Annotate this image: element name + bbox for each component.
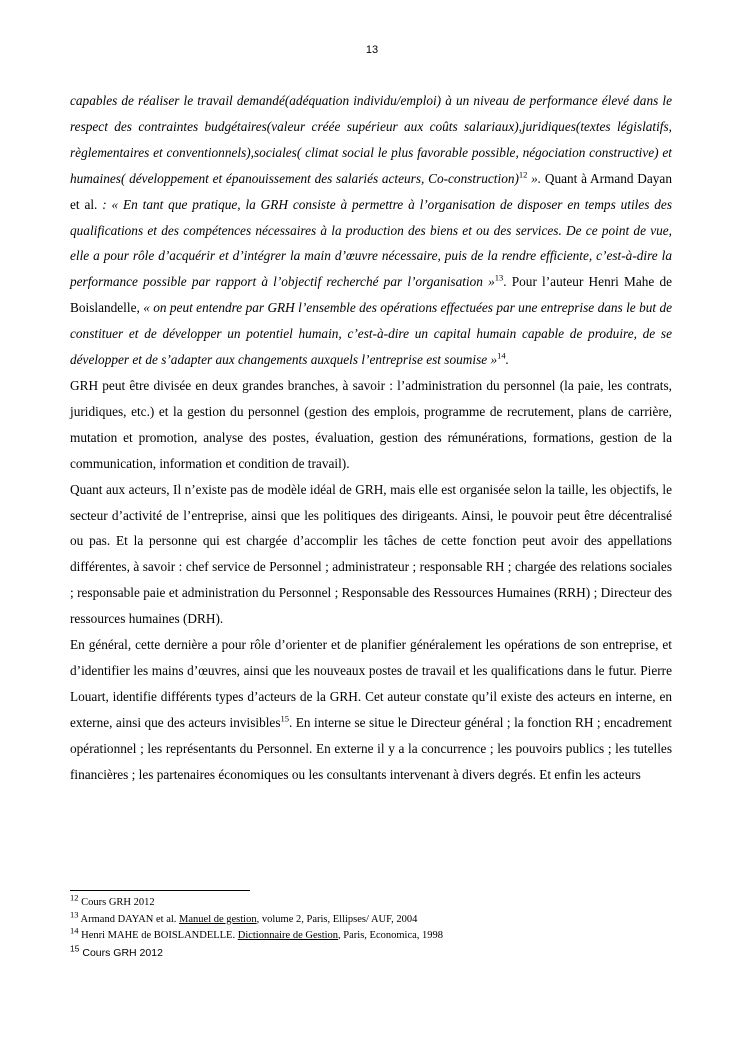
- text-run: Quant à Armand Dayan et al: [70, 170, 672, 212]
- text-run: En général, cette dernière a pour rôle d’orienter et de planifier généralement les opérations de son entreprise, et d’identifier les mains d’œuvres, ainsi que les nouveaux postes de travail et les qualifications dans le futur. Pierre Louart, identifie différents types d’acteurs de la GRH. Cet auteur constate qu’il existe des acteurs en interne, en externe, ainsi que des acteurs invisibles: [70, 637, 672, 730]
- quote-text: : « En tant que pratique, la GRH consiste à permettre à l’organisation de disposer en temps utiles des qualifications et des compétences nécessaires à la production des biens et ou des services. De ce point de vue, elle a pour rôle d’acquérir et d’intégrer la main d’œuvre nécessaire, puis de la rendre efficiente, c’est-à-dire la performance possible par rapport à l’objectif recherché par l’organisation »: [70, 196, 672, 290]
- footnote-number: 14: [70, 925, 79, 936]
- footnote-divider: [70, 890, 250, 891]
- paragraph-1: [70, 88, 672, 373]
- footnote-text: Henri MAHE de BOISLANDELLE.: [78, 930, 238, 941]
- footnote-13: [70, 909, 672, 929]
- footnote-text: Cours GRH 2012: [79, 946, 163, 959]
- footnote-ref-15: 15: [280, 713, 289, 724]
- footnote-text: Cours GRH 2012: [78, 897, 155, 908]
- footnote-number: 12: [70, 892, 79, 903]
- footnote-book-title: Dictionnaire de Gestion: [237, 930, 339, 941]
- footnotes: [70, 892, 672, 961]
- footnote-text: , volume 2, Paris, Ellipses/ AUF, 2004: [256, 913, 418, 925]
- quote-text: .: [505, 352, 509, 368]
- text-run: .: [94, 196, 103, 212]
- footnote-book-title: Manuel de gestion: [179, 913, 257, 925]
- footnote-12: [70, 892, 672, 912]
- text-run: . En interne se situe le Directeur général ; la fonction RH ; encadrement opérationnel ; les représentants du Personnel. En externe il y a la concurrence ; les pouvoirs publics ; les tutelles financières ; les partenaires économiques ou les consultants intervenant à divers degrés. Et enfin les acteurs: [70, 714, 673, 782]
- text-run: . Pour l’auteur Henri Mahe de Boislandelle,: [70, 274, 673, 316]
- quote-text: ».: [527, 170, 542, 186]
- page-number: 13: [365, 44, 379, 56]
- quote-text: « on peut entendre par GRH l’ensemble des opérations effectuées par une entreprise dans le but de constituer et de développer un potentiel humain, c’est-à-dire un capital humain capable de produire, de se développer et de s’adapter aux changements auxquels l’entreprise est soumise »: [70, 300, 672, 368]
- footnote-ref-14: 14: [497, 350, 506, 361]
- footnote-ref-12: 12: [518, 169, 528, 180]
- footnote-number: 13: [70, 909, 79, 919]
- paragraph-3: Quant aux acteurs, Il n’existe pas de modèle idéal de GRH, mais elle est organisée selon la taille, les objectifs, le secteur d’activité de l’entreprise, ainsi que les politiques des dirigeants. Ainsi, le pouvoir peut être décentralisé ou pas. Et la personne qui est chargée d’accomplir les tâches de cette fonction peut avoir des appellations différentes, à savoir : chef service de Personnel ; administrateur ; responsable RH ; chargée des relations sociales ; responsable paie et administration du Personnel ; Responsable des Ressources Humaines (RRH) ; Directeur des ressources humaines (DRH).: [70, 481, 672, 627]
- footnote-14: [70, 925, 672, 945]
- footnote-text: Armand DAYAN et al.: [78, 913, 180, 925]
- paragraph-2: GRH peut être divisée en deux grandes branches, à savoir : l’administration du personnel (la paie, les contrats, juridiques, etc.) et la gestion du personnel (gestion des emplois, programme de recrutement, plans de carrière, mutation et promotion, analyse des postes, évaluation, gestion des rémunérations, formations, gestion de la communication, information et condition de travail).: [70, 377, 672, 471]
- footnote-ref-13: 13: [494, 272, 504, 283]
- footnote-text: , Paris, Economica, 1998: [338, 930, 444, 941]
- quote-text: capables de réaliser le travail demandé(adéquation individu/emploi) à un niveau de performance élevé dans le respect des contraintes budgétaires(valeur créée supérieur aux coûts salariaux),juridiques(textes législatifs, règlementaires et conventionnels),sociales( climat social le plus favorable possible, négociation constructive) et humaines( développement et épanouissement des salariés acteurs, Co-construction): [70, 93, 672, 186]
- footnote-number: 15: [70, 943, 80, 953]
- body-text: [70, 88, 672, 787]
- paragraph-4: [70, 632, 672, 787]
- footnote-15: [70, 945, 672, 962]
